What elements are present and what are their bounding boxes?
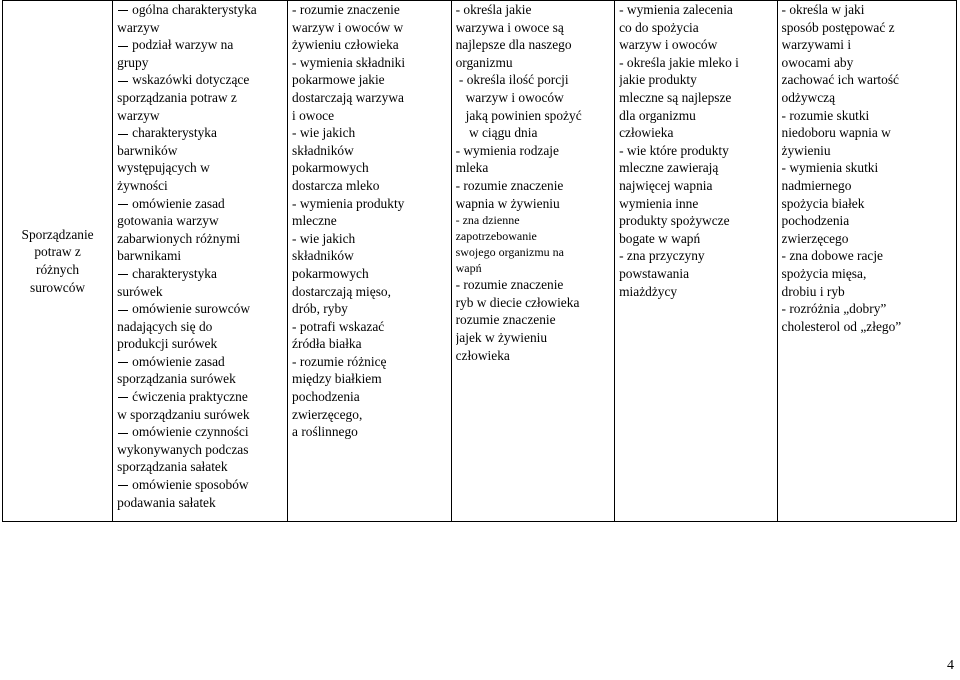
content-text: sporządzania potraw z [117,89,237,105]
content-list [117,1,284,511]
requirement-line: jaką powinien spożyć [455,107,582,123]
extended-requirements-cell [451,1,615,522]
content-text: nadających się do [117,318,213,334]
requirement-line: - określa w jaki [781,2,865,17]
content-text: produkcji surówek [117,336,218,352]
dash-marker [118,46,128,47]
page-number: 4 [947,658,954,673]
requirement-line: - rozumie znaczenie [455,277,564,293]
content-text: podział warzyw na [132,37,234,53]
basic-requirements-cell [288,1,452,522]
content-text: charakterystyka [132,265,217,281]
requirement-line: dostarczają warzywa [292,89,404,105]
content-line [117,195,284,213]
requirement-line: sposób postępować z [781,19,895,35]
requirement-line: warzyw i owoców [619,37,718,53]
topic-line: surowców [30,279,86,295]
requirement-line: najlepsze dla naszego [455,37,572,53]
content-line [117,476,284,494]
topic-line: różnych [36,262,80,277]
requirement-line: - wymienia składniki [292,54,406,70]
table-row [3,1,957,522]
content-line [117,54,284,72]
requirement-line: pokarmowych [292,160,369,176]
content-line [117,124,284,142]
requirement-line: pokarmowych [292,265,369,281]
content-text: w sporządzaniu surówek [117,406,250,422]
content-line [117,423,284,441]
requirement-line: człowieka [619,125,674,141]
content-line [117,1,284,19]
requirement-line: źródła białka [292,336,362,352]
expert-requirements-list [782,1,953,335]
content-text: charakterystyka [132,125,217,141]
requirement-line: dla organizmu [619,107,696,123]
requirement-line: mleczne są najlepsze [619,89,732,105]
content-text: omówienie zasad [132,195,225,211]
requirement-line: między białkiem [292,371,382,387]
requirement-line: zwierzęcego [781,230,849,246]
content-line [117,370,284,388]
content-line [117,283,284,301]
requirement-line: nadmiernego [781,177,852,193]
requirement-line: mleczne [292,213,337,229]
requirement-line: drobiu i ryb [781,283,845,299]
requirement-line: - rozróżnia „dobry” [781,301,887,317]
requirement-line: - wymienia zalecenia [619,2,733,17]
requirement-line: zwierzęcego, [292,406,363,422]
requirement-line: warzywami i [781,37,852,53]
requirement-line: w ciągu dnia [455,125,538,141]
requirement-line: rozumie znaczenie [455,312,556,328]
content-text: żywności [117,177,168,193]
requirement-line: składników [292,248,354,264]
requirement-line: mleka [455,160,489,176]
requirement-line: warzywa i owoce są [455,19,564,35]
requirement-line: - rozumie skutki [781,107,870,123]
dash-marker [118,81,128,82]
topic-line: Sporządzanie [21,226,94,242]
requirement-line: - wymienia produkty [292,195,405,211]
requirement-line: - potrafi wskazać [292,318,385,334]
content-line [117,247,284,265]
requirement-line: - wymienia skutki [781,160,879,176]
requirement-line: jajek w żywieniu [455,329,548,345]
requirement-line: owocami aby [781,54,854,70]
extended-requirements-list [456,1,612,364]
content-text: barwnikami [117,248,182,264]
content-line [117,335,284,353]
requirement-line: - zna dobowe racje [781,248,884,264]
content-text: omówienie surowców [132,301,251,317]
requirement-line: - rozumie różnicę [292,353,387,369]
content-line [117,230,284,248]
requirement-line: niedoboru wapnia w [781,125,891,141]
requirement-line: człowieka [455,347,510,363]
content-line [117,388,284,406]
content-text: omówienie zasad [132,353,225,369]
requirement-line: drób, ryby [292,301,348,317]
content-line [117,441,284,459]
content-text: wskazówki dotyczące [132,72,250,88]
requirement-line: pochodzenia [781,213,850,229]
content-line [117,406,284,424]
requirement-line: - zna przyczyny [619,248,705,264]
content-line [117,19,284,37]
content-text: podawania sałatek [117,494,216,510]
requirement-line: - zna dzienne [455,213,520,228]
content-line [117,36,284,54]
requirement-line: ryb w diecie człowieka [455,294,580,310]
requirement-line: produkty spożywcze [619,213,730,229]
requirement-line: mleczne zawierają [619,160,719,176]
content-line [117,71,284,89]
content-line [117,458,284,476]
requirement-line: wymienia inne [619,195,699,211]
requirement-line: wapń [455,261,482,276]
requirement-line: - rozumie znaczenie [455,177,564,193]
requirement-line: bogate w wapń [619,230,701,246]
content-cell [113,1,288,522]
dash-marker [118,485,128,486]
content-line [117,494,284,512]
requirement-line: pokarmowe jakie [292,72,385,88]
content-line [117,318,284,336]
requirement-line: warzyw i owoców w [292,19,404,35]
requirement-line: spożycia mięsa, [781,265,867,281]
content-text: wykonywanych podczas [117,441,249,457]
content-text: warzyw [117,19,160,35]
requirement-line: i owoce [292,107,335,123]
requirement-line: odżywczą [781,89,836,105]
requirement-line: - rozumie znaczenie [292,2,400,17]
content-text: surówek [117,283,163,299]
dash-marker [118,397,128,398]
content-text: sporządzania sałatek [117,459,228,475]
curriculum-table [2,0,957,522]
content-line [117,107,284,125]
requirement-line: jakie produkty [619,72,697,88]
content-line [117,265,284,283]
dash-marker [118,204,128,205]
requirement-line: zapotrzebowanie [455,229,537,244]
content-text: ćwiczenia praktyczne [132,389,248,405]
content-line [117,177,284,195]
content-line [117,212,284,230]
requirement-line: wapnia w żywieniu [455,195,560,211]
requirement-line: - wie jakich [292,125,356,141]
requirement-line: warzyw i owoców [455,89,564,105]
content-text: gotowania warzyw [117,213,219,229]
content-text: warzyw [117,107,160,123]
requirement-line: składników [292,142,354,158]
dash-marker [118,362,128,363]
requirement-line: spożycia białek [781,195,865,211]
requirement-line: swojego organizmu na [455,245,564,260]
content-text: występujących w [117,160,210,176]
requirement-line: a roślinnego [292,424,358,440]
requirement-line: - wymienia rodzaje [455,142,559,158]
requirement-line: żywieniu człowieka [292,37,399,53]
content-line [117,142,284,160]
content-line [117,89,284,107]
requirement-line: dostarczają mięso, [292,283,391,299]
expert-requirements-cell [777,1,956,522]
content-line [117,159,284,177]
content-text: ogólna charakterystyka [132,2,257,17]
advanced-requirements-list [619,1,773,300]
dash-marker [118,134,128,135]
requirement-line: - wie jakich [292,230,356,246]
advanced-requirements-cell [615,1,777,522]
content-text: grupy [117,54,149,70]
topic-line: potraw z [34,244,81,260]
dash-marker [118,310,128,311]
content-text: omówienie sposobów [132,477,249,493]
content-text: zabarwionych różnymi [117,230,241,246]
requirement-line: powstawania [619,265,690,281]
requirement-line: miażdżycy [619,283,678,299]
requirement-line: dostarcza mleko [292,177,380,193]
requirement-line: żywieniu [781,142,831,158]
content-line [117,300,284,318]
topic-cell [3,1,113,522]
dash-marker [118,433,128,434]
basic-requirements-list [292,1,448,441]
requirement-line: co do spożycia [619,19,699,35]
requirement-line: organizmu [455,54,513,70]
requirement-line: najwięcej wapnia [619,177,713,193]
content-line [117,353,284,371]
requirement-line: - wie które produkty [619,142,729,158]
requirement-line: pochodzenia [292,389,360,405]
content-text: barwników [117,142,178,158]
content-text: omówienie czynności [132,424,249,440]
requirement-line: cholesterol od „złego” [781,318,902,334]
content-text: sporządzania surówek [117,371,236,387]
dash-marker [118,10,128,11]
dash-marker [118,274,128,275]
requirement-line: zachować ich wartość [781,72,899,88]
requirement-line: - określa ilość porcji [455,72,569,88]
requirement-line: - określa jakie [455,2,532,17]
requirement-line: - określa jakie mleko i [619,54,739,70]
